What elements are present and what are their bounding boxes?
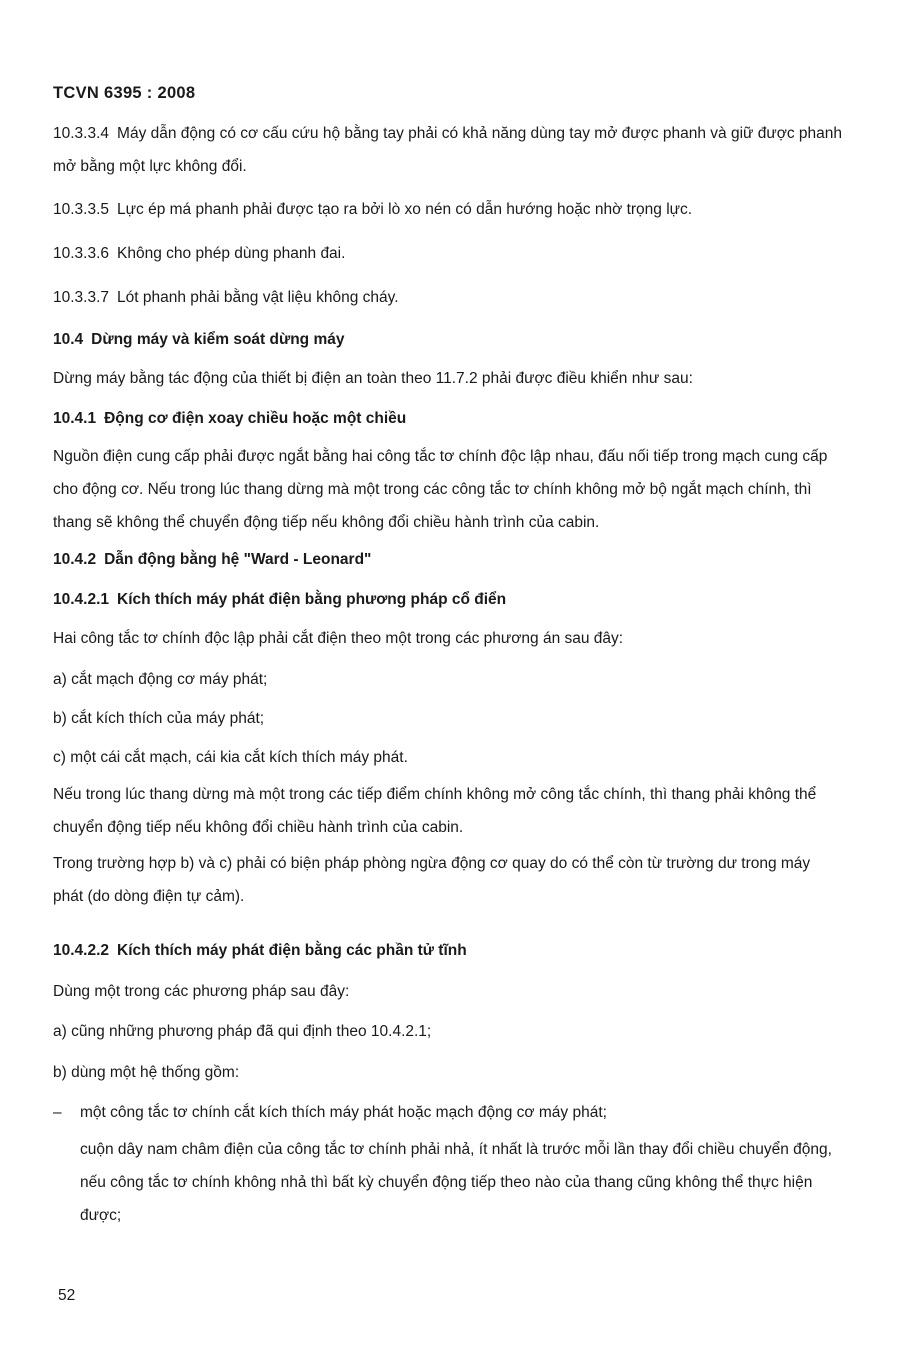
- clause-text: Lót phanh phải bằng vật liệu không cháy.: [117, 289, 399, 306]
- clause-number: 10.3.3.7: [53, 289, 110, 306]
- clause-text: Lực ép má phanh phải được tạo ra bởi lò xo nén có dẫn hướng hoặc nhờ trọng lực.: [117, 201, 693, 218]
- paragraph-coil: cuộn dây nam châm điện của công tắc tơ chính phải nhả, ít nhất là trước mỗi lần thay đổi chiều chuyển động, nếu công tắc tơ chính không nhả thì bất kỳ chuyển động tiếp theo nào của thang cũng không thể thực hiện được;: [80, 1141, 832, 1224]
- heading-number: 10.4.2.1: [53, 591, 110, 608]
- heading-text: Kích thích máy phát điện bằng các phần tử tĩnh: [117, 942, 467, 959]
- paragraph-two-contactors: Hai công tắc tơ chính độc lập phải cắt điện theo một trong các phương án sau đây:: [53, 630, 624, 647]
- clause-10-3-3-4: [53, 117, 843, 183]
- paragraph-contacts: Nếu trong lúc thang dừng mà một trong các tiếp điểm chính không mở công tắc chính, thì thang phải không thể chuyển động tiếp nếu không đổi chiều hành trình của cabin.: [53, 786, 817, 836]
- clause-10-3-3-6: [53, 237, 843, 270]
- page-number: 52: [58, 1287, 76, 1304]
- heading-10-4-2-1: [53, 583, 843, 616]
- list-item-a-2: a) cũng những phương pháp đã qui định theo 10.4.2.1;: [53, 1023, 432, 1040]
- heading-10-4-1: [53, 402, 843, 435]
- heading-10-4: [53, 323, 843, 356]
- list-item-a: a) cắt mạch động cơ máy phát;: [53, 671, 268, 688]
- list-item-c: c) một cái cắt mạch, cái kia cắt kích thích máy phát.: [53, 749, 408, 766]
- list-item-b-2: b) dùng một hệ thống gồm:: [53, 1064, 240, 1081]
- heading-number: 10.4: [53, 331, 84, 348]
- heading-10-4-2-2: [53, 934, 843, 967]
- clause-number: 10.3.3.4: [53, 125, 110, 142]
- heading-number: 10.4.1: [53, 410, 97, 427]
- paragraph-residual-field: Trong trường hợp b) và c) phải có biện pháp phòng ngừa động cơ quay do có thể còn từ trường dư trong máy phát (do dòng điện tự cảm).: [53, 855, 811, 905]
- heading-number: 10.4.2: [53, 551, 97, 568]
- heading-text: Dừng máy và kiểm soát dừng máy: [91, 331, 345, 348]
- clause-number: 10.3.3.5: [53, 201, 110, 218]
- clause-10-3-3-7: [53, 281, 843, 314]
- heading-10-4-2: [53, 543, 843, 576]
- clause-number: 10.3.3.6: [53, 245, 110, 262]
- heading-number: 10.4.2.2: [53, 942, 110, 959]
- heading-text: Kích thích máy phát điện bằng phương pháp cổ điển: [117, 591, 507, 608]
- heading-text: Dẫn động bằng hệ "Ward - Leonard": [104, 551, 372, 568]
- document-id: TCVN 6395 : 2008: [53, 84, 196, 102]
- clause-10-3-3-5: [53, 193, 843, 226]
- paragraph-power-supply: Nguồn điện cung cấp phải được ngắt bằng hai công tắc tơ chính độc lập nhau, đấu nối tiếp trong mạch cung cấp cho động cơ. Nếu trong lúc thang dừng mà một trong các công tắc tơ chính không mở bộ ngắt mạch chính, thì thang sẽ không thể chuyển động tiếp nếu không đổi chiều hành trình của cabin.: [53, 448, 828, 531]
- dash-bullet: –: [53, 1104, 62, 1121]
- list-item-b: b) cắt kích thích của máy phát;: [53, 710, 265, 727]
- dash-item-contactor: một công tắc tơ chính cắt kích thích máy phát hoặc mạch động cơ máy phát;: [80, 1104, 607, 1121]
- paragraph-intro-stop: Dừng máy bằng tác động của thiết bị điện an toàn theo 11.7.2 phải được điều khiển như sau:: [53, 370, 693, 387]
- clause-text: Không cho phép dùng phanh đai.: [117, 245, 346, 262]
- clause-text: Máy dẫn động có cơ cấu cứu hộ bằng tay phải có khả năng dùng tay mở được phanh và giữ được phanh mở bằng một lực không đổi.: [53, 125, 843, 175]
- paragraph-methods: Dùng một trong các phương pháp sau đây:: [53, 983, 350, 1000]
- heading-text: Động cơ điện xoay chiều hoặc một chiều: [104, 410, 407, 427]
